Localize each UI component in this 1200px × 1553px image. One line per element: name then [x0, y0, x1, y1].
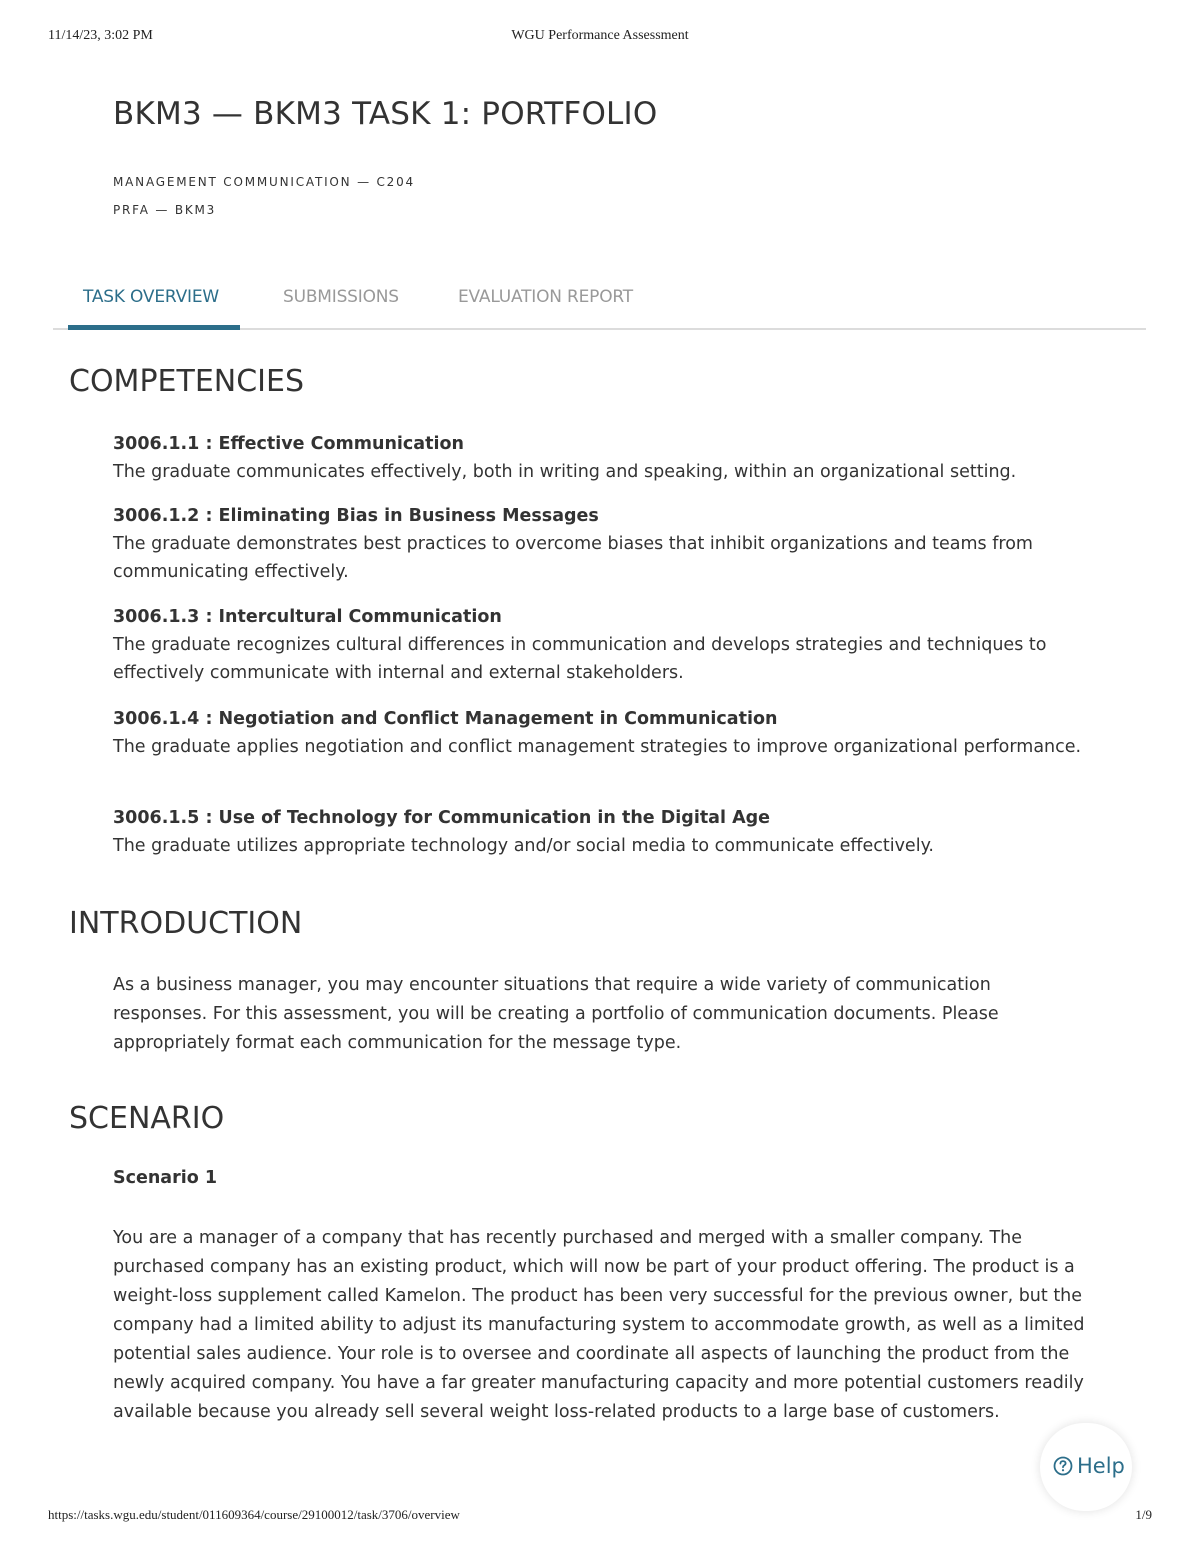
- competency-description: The graduate utilizes appropriate technology and/or social media to communicate effectively.: [113, 836, 934, 856]
- competency-item: [113, 430, 1093, 486]
- introduction-text: As a business manager, you may encounter situations that require a wide variety of communication responses. For this assessment, you will be creating a portfolio of communication documents. Please appropriately format each communication for the message type.: [113, 975, 999, 1053]
- tab-task-overview[interactable]: TASK OVERVIEW: [83, 287, 219, 307]
- introduction-heading: INTRODUCTION: [69, 906, 303, 941]
- print-page-number: 1/9: [1135, 1507, 1152, 1522]
- competency-title: 3006.1.4 : Negotiation and Conflict Management in Communication: [113, 709, 778, 729]
- competency-title: 3006.1.2 : Eliminating Bias in Business Messages: [113, 506, 599, 526]
- question-circle-icon: [1053, 1456, 1073, 1476]
- competency-item: [113, 705, 1093, 761]
- scenario-label: Scenario 1: [113, 1168, 218, 1188]
- competency-item: [113, 502, 1093, 586]
- competency-title: 3006.1.3 : Intercultural Communication: [113, 607, 502, 627]
- help-label: Help: [1077, 1454, 1125, 1478]
- tab-submissions[interactable]: SUBMISSIONS: [283, 287, 399, 307]
- competency-description: The graduate communicates effectively, both in writing and speaking, within an organizational setting.: [113, 462, 1017, 482]
- tab-bar: [53, 280, 1146, 330]
- assessment-code: PRFA — BKM3: [113, 203, 217, 217]
- competency-title: 3006.1.1 : Effective Communication: [113, 434, 464, 454]
- print-url: https://tasks.wgu.edu/student/011609364/course/29100012/task/3706/overview: [48, 1507, 460, 1522]
- competency-title: 3006.1.5 : Use of Technology for Communication in the Digital Age: [113, 808, 771, 828]
- competency-description: The graduate applies negotiation and conflict management strategies to improve organizational performance.: [113, 737, 1082, 757]
- scenario-text: You are a manager of a company that has recently purchased and merged with a smaller company. The purchased company has an existing product, which will now be part of your product offering. The product is a weight-loss supplement called Kamelon. The product has been very successful for the previous owner, but the company had a limited ability to adjust its manufacturing system to accommodate growth, as well as a limited potential sales audience. Your role is to oversee and coordinate all aspects of launching the product from the newly acquired company. You have a far greater manufacturing capacity and more potential customers readily available because you already sell several weight loss-related products to a large base of customers.: [113, 1228, 1085, 1422]
- competency-description: The graduate demonstrates best practices to overcome biases that inhibit organizations and teams from communicating effectively.: [113, 534, 1033, 582]
- competencies-heading: COMPETENCIES: [69, 364, 305, 399]
- page-title: BKM3 — BKM3 TASK 1: PORTFOLIO: [113, 96, 658, 132]
- scenario-heading: SCENARIO: [69, 1101, 225, 1136]
- print-header: [48, 28, 1152, 48]
- print-title: WGU Performance Assessment: [511, 28, 689, 43]
- print-datetime: 11/14/23, 3:02 PM: [48, 28, 153, 43]
- course-name: MANAGEMENT COMMUNICATION — C204: [113, 175, 415, 189]
- help-button-content: [1053, 1454, 1125, 1478]
- print-footer: [48, 1507, 1152, 1527]
- tab-evaluation-report[interactable]: EVALUATION REPORT: [458, 287, 633, 307]
- competency-item: [113, 603, 1093, 687]
- competency-item: [113, 804, 1093, 860]
- competency-description: The graduate recognizes cultural differences in communication and develops strategies and techniques to effectively communicate with internal and external stakeholders.: [113, 635, 1047, 683]
- help-button[interactable]: [1040, 1423, 1132, 1511]
- active-tab-indicator: [68, 325, 240, 330]
